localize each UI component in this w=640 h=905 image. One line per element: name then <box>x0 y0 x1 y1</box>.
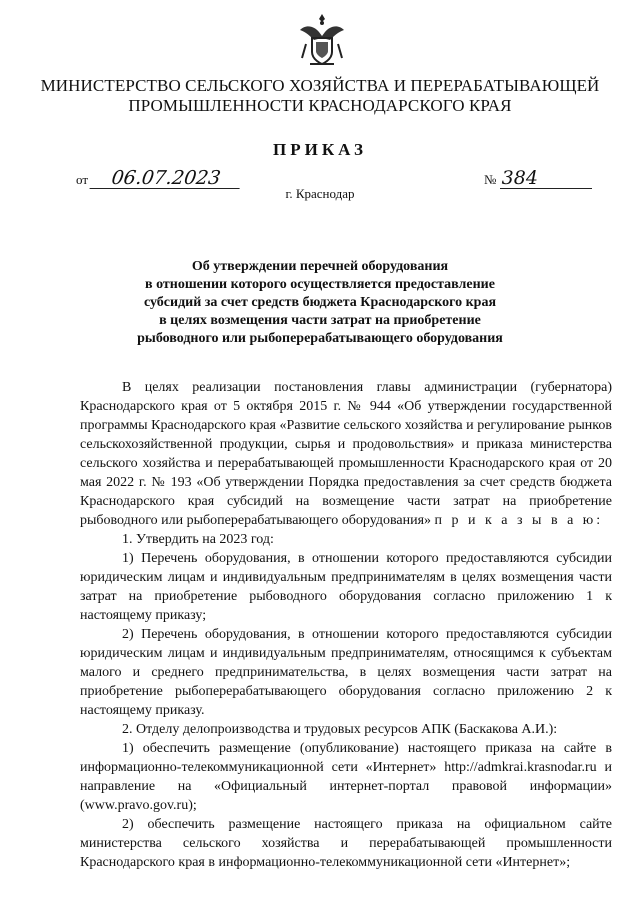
clause-1-2: 2) Перечень оборудования, в отношении которого предоставляются субсидии юридическим лицам и индивидуальным предпринимателям, относящимся к субъектам малого и среднего предпринимательства, в целях возмещения части затрат на приобретение рыбоперерабатывающего оборудования согласно приложению 2 к настоящему приказу. <box>80 627 612 718</box>
subject-line-2: в отношении которого осуществляется предоставление <box>145 277 495 292</box>
order-word: п р и к а з ы в а ю: <box>434 513 604 528</box>
order-number: 384 <box>500 168 592 189</box>
clause-1: 1. Утвердить на 2023 год: <box>122 532 274 547</box>
preamble-paragraph <box>80 378 612 530</box>
date-prefix: от <box>76 172 89 187</box>
clause-1-1: 1) Перечень оборудования, в отношении которого предоставляются субсидии юридическим лицам и индивидуальным предпринимателям в целях возмещения части затрат на приобретение рыбоводного оборудования согласно приложению 1 к настоящему приказу; <box>80 551 612 623</box>
number-prefix: № <box>484 172 497 187</box>
order-date: 06.07.2023 <box>90 168 243 189</box>
order-body <box>80 378 612 872</box>
subject-line-4: в целях возмещения части затрат на приобретение <box>159 313 481 328</box>
clause-2-1: 1) обеспечить размещение (опубликование) настоящего приказа на сайте в информационно-телекоммуникационной сети «Интернет» http://admkrai.krasnodar.ru и направление на «Официальный интернет-портал правовой информации» (www.pravo.gov.ru); <box>80 741 612 813</box>
order-title: ПРИКАЗ <box>273 140 367 159</box>
ministry-header <box>40 76 600 116</box>
subject-line-3: субсидий за счет средств бюджета Краснодарского края <box>143 295 497 310</box>
preamble-text: В целях реализации постановления главы администрации (губернатора) Краснодарского края от 5 октября 2015 г. № 944 «Об утверждении государственной программы Краснодарского края «Развитие сельского хозяйства и регулирование рынков сельскохозяйственной продукции, сырья и продовольствия» и приказа министерства сельского хозяйства и перерабатывающей промышленности Краснодарского края от 20 мая 2022 г. № 193 «Об утверждении Порядка предоставления за счет средств бюджета Краснодарского края субсидий на возмещение части затрат на приобретение рыбоводного или рыбоперерабатывающего оборудования» <box>80 380 612 528</box>
clause-2-2: 2) обеспечить размещение настоящего приказа на официальном сайте министерства сельского хозяйства и перерабатывающей промышленности Краснодарского края в информационно-телекоммуникационной сети «Интернет»; <box>80 817 612 870</box>
order-subject <box>90 258 550 348</box>
ministry-line-1: МИНИСТЕРСТВО СЕЛЬСКОГО ХОЗЯЙСТВА И ПЕРЕРАБАТЫВАЮЩЕЙ <box>40 76 600 95</box>
clause-2: 2. Отделу делопроизводства и трудовых ресурсов АПК (Баскакова А.И.): <box>122 722 558 737</box>
order-city: г. Краснодар <box>285 186 355 201</box>
subject-line-5: рыбоводного или рыбоперерабатывающего оборудования <box>137 331 503 346</box>
subject-line-1: Об утверждении перечней оборудования <box>191 259 449 274</box>
ministry-line-2: ПРОМЫШЛЕННОСТИ КРАСНОДАРСКОГО КРАЯ <box>128 96 512 115</box>
coat-of-arms-icon <box>292 10 352 70</box>
